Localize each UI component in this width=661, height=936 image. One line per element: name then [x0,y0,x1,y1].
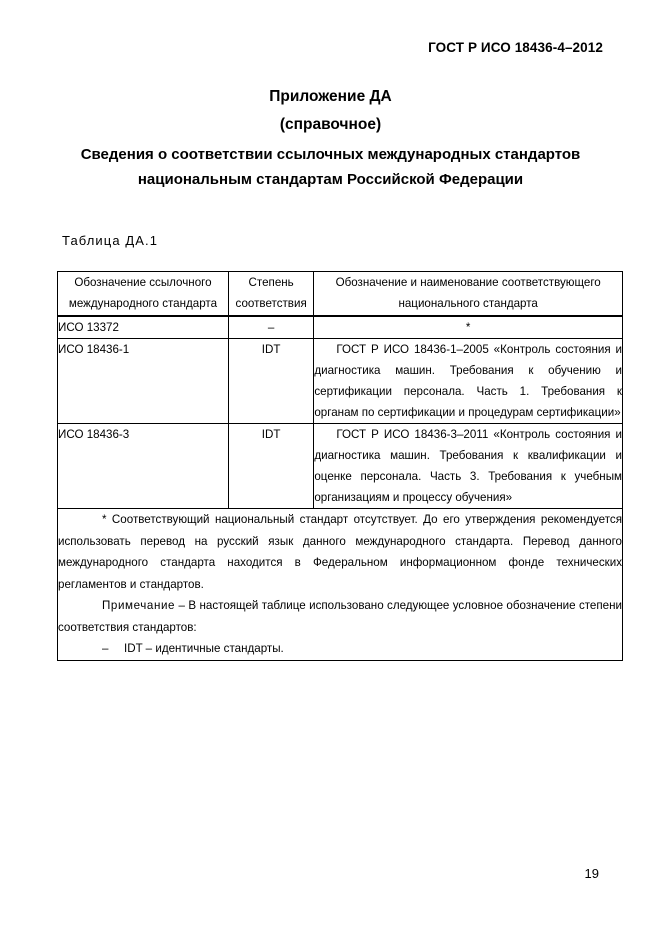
annex-heading-line-2: национальным стандартам Российской Федерации [137,171,524,188]
cell-designation: ИСО 18436-3 [58,424,229,509]
annex-subtitle: (справочное) [279,116,382,133]
note-text: – В настоящей таблице использовано следующее условное обозначение степени соответствия стандартов: [58,599,622,634]
cell-designation: ИСО 13372 [58,316,229,339]
legend-dash: – [102,642,109,655]
annex-title: Приложение ДА [269,88,392,105]
legend-item-text: IDT – идентичные стандарты. [124,642,284,655]
annex-heading [0,142,661,192]
table-footnote-row [58,509,623,661]
annex-heading-line-1: Сведения о соответствии ссылочных международных стандартов [80,146,581,163]
page-number: 19 [584,866,599,881]
table-footnotes [58,509,623,661]
table-row [58,316,623,339]
footnote-text: * Соответствующий национальный стандарт отсутствует. До его утверждения рекомендуется использовать перевод на русский язык данного международного стандарта. Перевод данного международного стандарта находится в Федеральном информационном фонде технических регламентов и стандартов. [58,513,622,591]
cell-national-standard: ГОСТ Р ИСО 18436-3–2011 «Контроль состояния и диагностика машин. Требования к квалификации и оценке персонала. Часть 3. Требования к учебным организациям и процессу обучения» [314,424,623,509]
document-code: ГОСТ Р ИСО 18436-4–2012 [428,40,603,55]
cell-national-standard: * [314,316,623,339]
legend-item [58,638,622,660]
column-header-degree: Степень соответствия [228,272,313,317]
table-row [58,339,623,424]
table-header-row [58,272,623,317]
table-row [58,424,623,509]
column-header-national-standard: Обозначение и наименование соответствующего национального стандарта [314,272,623,317]
cell-degree: – [228,316,313,339]
cell-degree: IDT [228,339,313,424]
table-caption: Таблица ДА.1 [62,233,159,248]
cell-designation: ИСО 18436-1 [58,339,229,424]
correspondence-table [57,271,623,661]
table-note [58,595,622,638]
cell-degree: IDT [228,424,313,509]
column-header-designation: Обозначение ссылочного международного стандарта [58,272,229,317]
cell-national-standard: ГОСТ Р ИСО 18436-1–2005 «Контроль состояния и диагностика машин. Требования к обучению и сертификации персонала. Часть 1. Требования к органам по сертификации и процедурам сертификации» [314,339,623,424]
note-label: Примечание [102,599,176,612]
